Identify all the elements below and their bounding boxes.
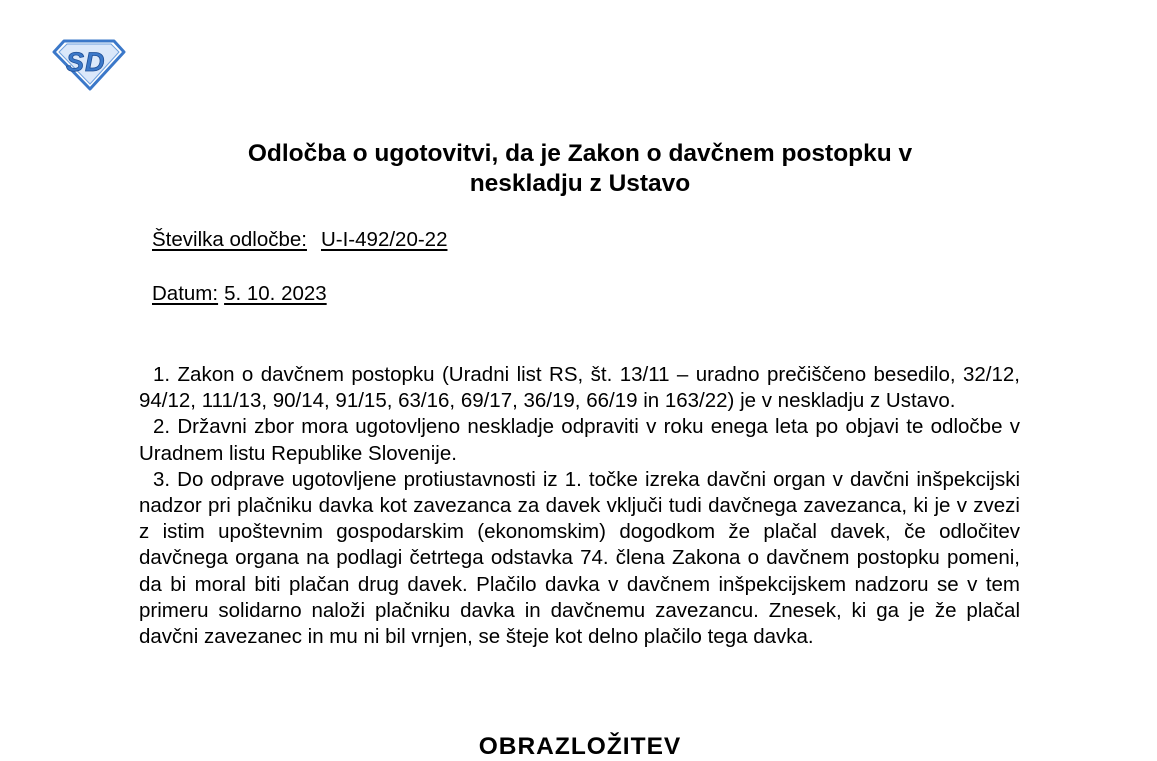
- svg-text:S: S: [66, 47, 85, 77]
- decision-date-label: Datum:: [152, 282, 219, 305]
- title-line-1: Odločba o ugotovitvi, da je Zakon o davčnem postopku v: [247, 140, 913, 167]
- operative-paragraph-1: 1. Zakon o davčnem postopku (Uradni list RS, št. 13/11 – uradno prečiščeno besedilo, 32/12, 94/12, 111/13, 90/14, 91/15, 63/16, 69/17, 36/19, 66/19 in 163/22) je v neskladju z Ustavo.: [139, 363, 1020, 413]
- decision-number-value: U-I-492/20-22: [320, 228, 448, 251]
- decision-number: [152, 228, 447, 252]
- document-title: [140, 139, 1020, 199]
- decision-date-value: 5. 10. 2023: [224, 282, 327, 305]
- svg-text:D: D: [85, 47, 105, 77]
- title-line-2: neskladju z Ustavo: [469, 170, 691, 197]
- decision-number-label: Številka odločbe:: [152, 228, 307, 251]
- decision-date: [152, 282, 327, 306]
- organization-logo-icon: [52, 38, 126, 92]
- operative-paragraph-2: 2. Državni zbor mora ugotovljeno neskladje odpraviti v roku enega leta po objavi te odločbe v Uradnem listu Republike Slovenije.: [139, 415, 1020, 465]
- reasoning-heading: OBRAZLOŽITEV: [478, 733, 682, 760]
- decision-operative-text: [139, 362, 1020, 650]
- operative-paragraph-3: 3. Do odprave ugotovljene protiustavnosti iz 1. točke izreka davčni organ v davčni inšpekcijski nadzor pri plačniku davka kot zavezanca za davek vključi tudi davčnega zavezanca, ki je v zvezi z istim upoštevnim gospodarskim (ekonomskim) dogodkom že plačal davek, če odločitev davčnega organa na podlagi četrtega odstavka 74. člena Zakona o davčnem postopku pomeni, da bi moral biti plačan drug davek. Plačilo davka v davčnem inšpekcijskem nadzoru se v tem primeru solidarno naloži plačniku davka in davčnemu zavezancu. Znesek, ki ga je že plačal davčni zavezanec in mu ni bil vrnjen, se šteje kot delno plačilo tega davka.: [139, 467, 1020, 649]
